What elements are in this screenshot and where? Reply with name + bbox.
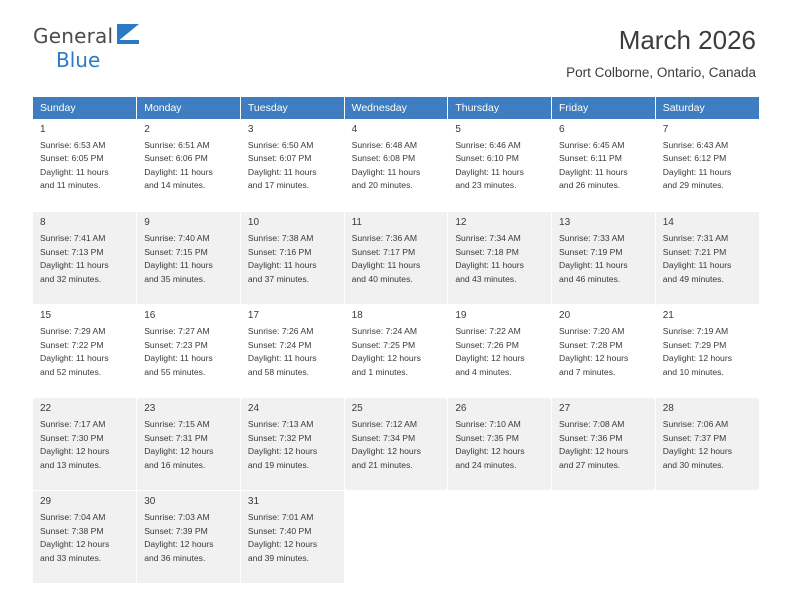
day-number: 30 xyxy=(144,496,156,508)
weekday-header-tuesday: Tuesday xyxy=(240,97,344,119)
daylight-text-cont: and 49 minutes. xyxy=(662,273,724,284)
sunrise-text: Sunrise: 7:15 AM xyxy=(144,419,210,430)
sunset-text: Sunset: 6:12 PM xyxy=(662,153,727,164)
calendar-body xyxy=(33,119,759,584)
daylight-text-cont: and 43 minutes. xyxy=(455,273,517,284)
sunrise-text: Sunrise: 7:06 AM xyxy=(662,419,729,430)
daylight-text: Daylight: 11 hours xyxy=(351,260,421,271)
calendar-week-row xyxy=(33,119,759,212)
day-cell-empty xyxy=(344,491,448,584)
day-cell[interactable] xyxy=(33,491,137,584)
day-cell-empty xyxy=(655,491,759,584)
daylight-text-cont: and 33 minutes. xyxy=(40,552,102,563)
day-cell[interactable] xyxy=(344,119,448,212)
daylight-text: Daylight: 11 hours xyxy=(40,166,109,177)
day-cell[interactable] xyxy=(137,119,241,212)
weekday-header-thursday: Thursday xyxy=(448,97,552,119)
day-number: 7 xyxy=(662,123,669,135)
daylight-text: Daylight: 11 hours xyxy=(144,353,213,364)
sunrise-text: Sunrise: 7:10 AM xyxy=(455,419,521,430)
daylight-text-cont: and 20 minutes. xyxy=(351,180,413,191)
daylight-text: Daylight: 12 hours xyxy=(247,446,318,457)
day-cell[interactable] xyxy=(33,212,137,305)
daylight-text: Daylight: 12 hours xyxy=(559,353,629,364)
day-number: 18 xyxy=(351,310,363,322)
sunset-text: Sunset: 7:26 PM xyxy=(455,339,519,350)
day-cell[interactable] xyxy=(655,305,759,398)
sunset-text: Sunset: 7:30 PM xyxy=(40,432,104,443)
daylight-text-cont: and 39 minutes. xyxy=(247,552,310,563)
daylight-text: Daylight: 12 hours xyxy=(351,446,421,457)
day-cell[interactable] xyxy=(552,212,656,305)
daylight-text-cont: and 14 minutes. xyxy=(144,180,206,191)
daylight-text: Daylight: 11 hours xyxy=(40,353,109,364)
daylight-text: Daylight: 11 hours xyxy=(40,260,109,271)
day-number: 9 xyxy=(144,217,150,229)
daylight-text-cont: and 36 minutes. xyxy=(144,552,206,563)
day-cell[interactable] xyxy=(137,398,241,491)
daylight-text: Daylight: 11 hours xyxy=(247,260,317,271)
sunset-text: Sunset: 6:11 PM xyxy=(559,153,622,164)
day-number: 12 xyxy=(455,217,467,229)
daylight-text: Daylight: 12 hours xyxy=(662,353,732,364)
sunrise-text: Sunrise: 7:33 AM xyxy=(559,233,625,244)
sunrise-text: Sunrise: 6:43 AM xyxy=(662,139,729,150)
day-cell[interactable] xyxy=(240,491,344,584)
day-cell[interactable] xyxy=(33,119,137,212)
daylight-text-cont: and 19 minutes. xyxy=(247,459,310,470)
sunrise-text: Sunrise: 7:24 AM xyxy=(351,326,418,337)
sunrise-text: Sunrise: 6:46 AM xyxy=(455,139,521,150)
sunrise-text: Sunrise: 7:36 AM xyxy=(351,233,418,244)
weekday-header-wednesday: Wednesday xyxy=(344,97,448,119)
day-cell[interactable] xyxy=(137,212,241,305)
daylight-text-cont: and 29 minutes. xyxy=(662,180,724,191)
day-cell[interactable] xyxy=(33,398,137,491)
daylight-text-cont: and 17 minutes. xyxy=(247,180,310,191)
sunset-text: Sunset: 7:13 PM xyxy=(40,246,104,257)
daylight-text-cont: and 16 minutes. xyxy=(144,459,206,470)
day-cell[interactable] xyxy=(137,305,241,398)
sunset-text: Sunset: 6:06 PM xyxy=(144,153,208,164)
day-cell[interactable] xyxy=(448,398,552,491)
day-number: 10 xyxy=(247,217,260,229)
daylight-text-cont: and 52 minutes. xyxy=(40,366,102,377)
daylight-text: Daylight: 12 hours xyxy=(559,446,629,457)
daylight-text-cont: and 23 minutes. xyxy=(455,180,517,191)
day-cell[interactable] xyxy=(33,305,137,398)
sunrise-text: Sunrise: 7:34 AM xyxy=(455,233,521,244)
daylight-text: Daylight: 12 hours xyxy=(144,539,214,550)
sunset-text: Sunset: 6:08 PM xyxy=(351,153,416,164)
sunset-text: Sunset: 7:29 PM xyxy=(662,339,727,350)
sunrise-text: Sunrise: 7:31 AM xyxy=(662,233,729,244)
weekday-header-sunday: Sunday xyxy=(33,97,137,119)
daylight-text: Daylight: 12 hours xyxy=(662,446,732,457)
day-number: 1 xyxy=(40,123,46,135)
daylight-text-cont: and 21 minutes. xyxy=(351,459,413,470)
sunset-text: Sunset: 7:21 PM xyxy=(662,246,727,257)
daylight-text: Daylight: 11 hours xyxy=(455,166,524,177)
sunset-text: Sunset: 6:10 PM xyxy=(455,153,519,164)
sunrise-text: Sunrise: 7:22 AM xyxy=(455,326,521,337)
sunset-text: Sunset: 7:25 PM xyxy=(351,339,416,350)
sunset-text: Sunset: 7:15 PM xyxy=(144,246,208,257)
daylight-text-cont: and 46 minutes. xyxy=(559,273,621,284)
day-cell-empty xyxy=(552,491,656,584)
calendar-week-row xyxy=(33,212,759,305)
sunrise-text: Sunrise: 7:03 AM xyxy=(144,512,210,523)
day-cell[interactable] xyxy=(448,119,552,212)
sunset-text: Sunset: 7:28 PM xyxy=(559,339,623,350)
sunrise-sunset-calendar xyxy=(33,97,759,585)
day-number: 26 xyxy=(455,403,467,415)
daylight-text: Daylight: 12 hours xyxy=(40,539,110,550)
day-number: 4 xyxy=(351,123,358,135)
day-number: 22 xyxy=(40,403,52,415)
sunset-text: Sunset: 7:24 PM xyxy=(247,339,312,350)
daylight-text-cont: and 37 minutes. xyxy=(247,273,310,284)
day-number: 24 xyxy=(247,403,260,415)
day-number: 21 xyxy=(662,310,674,322)
sunrise-text: Sunrise: 6:51 AM xyxy=(144,139,210,150)
day-number: 19 xyxy=(455,310,467,322)
day-number: 20 xyxy=(559,310,571,322)
sunrise-text: Sunrise: 7:27 AM xyxy=(144,326,210,337)
sunset-text: Sunset: 7:31 PM xyxy=(144,432,208,443)
daylight-text: Daylight: 12 hours xyxy=(40,446,110,457)
daylight-text: Daylight: 12 hours xyxy=(144,446,214,457)
daylight-text-cont: and 7 minutes. xyxy=(559,366,616,377)
daylight-text: Daylight: 11 hours xyxy=(559,166,628,177)
day-cell[interactable] xyxy=(240,305,344,398)
daylight-text: Daylight: 11 hours xyxy=(662,166,732,177)
day-number: 14 xyxy=(662,217,674,229)
daylight-text: Daylight: 11 hours xyxy=(559,260,628,271)
sunset-text: Sunset: 7:35 PM xyxy=(455,432,519,443)
title-block xyxy=(566,26,756,80)
sunset-text: Sunset: 7:23 PM xyxy=(144,339,208,350)
sunrise-text: Sunrise: 7:01 AM xyxy=(247,512,314,523)
calendar-week-row xyxy=(33,305,759,398)
sunrise-text: Sunrise: 7:04 AM xyxy=(40,512,106,523)
day-number: 2 xyxy=(144,123,150,135)
daylight-text-cont: and 10 minutes. xyxy=(662,366,724,377)
sunset-text: Sunset: 7:38 PM xyxy=(40,525,104,536)
daylight-text: Daylight: 11 hours xyxy=(144,166,213,177)
sunrise-text: Sunrise: 7:20 AM xyxy=(559,326,625,337)
day-cell[interactable] xyxy=(344,398,448,491)
sunrise-text: Sunrise: 7:26 AM xyxy=(247,326,314,337)
day-number: 3 xyxy=(247,123,254,135)
page-title: March 2026 xyxy=(618,25,756,55)
daylight-text-cont: and 40 minutes. xyxy=(351,273,413,284)
sunset-text: Sunset: 7:39 PM xyxy=(144,525,208,536)
day-number: 16 xyxy=(144,310,156,322)
daylight-text-cont: and 30 minutes. xyxy=(662,459,724,470)
weekday-header-saturday: Saturday xyxy=(655,97,759,119)
daylight-text-cont: and 26 minutes. xyxy=(559,180,621,191)
daylight-text: Daylight: 11 hours xyxy=(247,353,317,364)
daylight-text: Daylight: 12 hours xyxy=(455,353,525,364)
sunset-text: Sunset: 7:18 PM xyxy=(455,246,519,257)
day-cell[interactable] xyxy=(655,212,759,305)
day-cell[interactable] xyxy=(344,212,448,305)
day-number: 6 xyxy=(559,123,565,135)
sunrise-text: Sunrise: 7:13 AM xyxy=(247,419,314,430)
weekday-header-monday: Monday xyxy=(137,97,241,119)
sunset-text: Sunset: 7:37 PM xyxy=(662,432,727,443)
day-number: 13 xyxy=(559,217,571,229)
daylight-text: Daylight: 11 hours xyxy=(455,260,524,271)
sunset-text: Sunset: 7:17 PM xyxy=(351,246,416,257)
sunset-text: Sunset: 7:34 PM xyxy=(351,432,416,443)
day-cell[interactable] xyxy=(655,398,759,491)
daylight-text: Daylight: 11 hours xyxy=(144,260,213,271)
page-subtitle: Port Colborne, Ontario, Canada xyxy=(566,64,756,80)
sunrise-text: Sunrise: 6:48 AM xyxy=(351,139,418,150)
daylight-text-cont: and 11 minutes. xyxy=(40,180,101,191)
sunset-text: Sunset: 6:07 PM xyxy=(247,153,312,164)
day-cell-empty xyxy=(448,491,552,584)
general-blue-logo[interactable] xyxy=(33,26,153,74)
day-number: 15 xyxy=(40,310,52,322)
daylight-text: Daylight: 11 hours xyxy=(351,166,421,177)
day-cell[interactable] xyxy=(240,212,344,305)
sunrise-text: Sunrise: 7:08 AM xyxy=(559,419,625,430)
daylight-text: Daylight: 11 hours xyxy=(662,260,732,271)
day-cell[interactable] xyxy=(240,398,344,491)
day-number: 31 xyxy=(247,496,260,508)
sunset-text: Sunset: 7:40 PM xyxy=(247,525,312,536)
daylight-text-cont: and 58 minutes. xyxy=(247,366,310,377)
day-number: 25 xyxy=(351,403,363,415)
day-number: 23 xyxy=(144,403,156,415)
sunrise-text: Sunrise: 6:53 AM xyxy=(40,139,106,150)
day-cell[interactable] xyxy=(655,119,759,212)
sunrise-text: Sunrise: 6:50 AM xyxy=(247,139,314,150)
daylight-text-cont: and 4 minutes. xyxy=(455,366,512,377)
daylight-text-cont: and 1 minutes. xyxy=(351,366,408,377)
daylight-text-cont: and 27 minutes. xyxy=(559,459,621,470)
logo-text-general: General xyxy=(33,24,114,48)
sunrise-text: Sunrise: 7:41 AM xyxy=(40,233,106,244)
daylight-text: Daylight: 12 hours xyxy=(455,446,525,457)
page-header xyxy=(0,0,792,80)
daylight-text-cont: and 32 minutes. xyxy=(40,273,102,284)
sunset-text: Sunset: 6:05 PM xyxy=(40,153,104,164)
daylight-text: Daylight: 11 hours xyxy=(247,166,317,177)
sunrise-text: Sunrise: 7:40 AM xyxy=(144,233,210,244)
day-cell[interactable] xyxy=(240,119,344,212)
weekday-header-friday: Friday xyxy=(552,97,656,119)
calendar-week-row xyxy=(33,491,759,584)
sunset-text: Sunset: 7:36 PM xyxy=(559,432,623,443)
sunrise-text: Sunrise: 7:19 AM xyxy=(662,326,729,337)
day-cell[interactable] xyxy=(448,305,552,398)
day-number: 8 xyxy=(40,217,46,229)
sunrise-text: Sunrise: 7:17 AM xyxy=(40,419,106,430)
day-number: 28 xyxy=(662,403,674,415)
day-number: 27 xyxy=(559,403,571,415)
sunrise-text: Sunrise: 7:29 AM xyxy=(40,326,106,337)
daylight-text: Daylight: 12 hours xyxy=(351,353,421,364)
daylight-text-cont: and 24 minutes. xyxy=(455,459,517,470)
sunset-text: Sunset: 7:19 PM xyxy=(559,246,623,257)
calendar-week-row xyxy=(33,398,759,491)
day-cell[interactable] xyxy=(552,398,656,491)
day-number: 17 xyxy=(247,310,260,322)
daylight-text-cont: and 13 minutes. xyxy=(40,459,102,470)
day-cell[interactable] xyxy=(137,491,241,584)
day-cell[interactable] xyxy=(552,305,656,398)
daylight-text-cont: and 35 minutes. xyxy=(144,273,206,284)
day-number: 11 xyxy=(351,217,362,229)
day-cell[interactable] xyxy=(552,119,656,212)
sunset-text: Sunset: 7:16 PM xyxy=(247,246,312,257)
daylight-text-cont: and 55 minutes. xyxy=(144,366,206,377)
calendar-header-row xyxy=(33,97,759,119)
sunrise-text: Sunrise: 6:45 AM xyxy=(559,139,625,150)
sunset-text: Sunset: 7:32 PM xyxy=(247,432,312,443)
sunset-text: Sunset: 7:22 PM xyxy=(40,339,104,350)
day-number: 29 xyxy=(40,496,52,508)
day-cell[interactable] xyxy=(448,212,552,305)
logo-flag-bar-icon xyxy=(117,40,139,44)
sunrise-text: Sunrise: 7:12 AM xyxy=(351,419,418,430)
sunrise-text: Sunrise: 7:38 AM xyxy=(247,233,314,244)
day-number: 5 xyxy=(455,123,461,135)
daylight-text: Daylight: 12 hours xyxy=(247,539,318,550)
day-cell[interactable] xyxy=(344,305,448,398)
logo-text-blue: Blue xyxy=(56,48,101,72)
